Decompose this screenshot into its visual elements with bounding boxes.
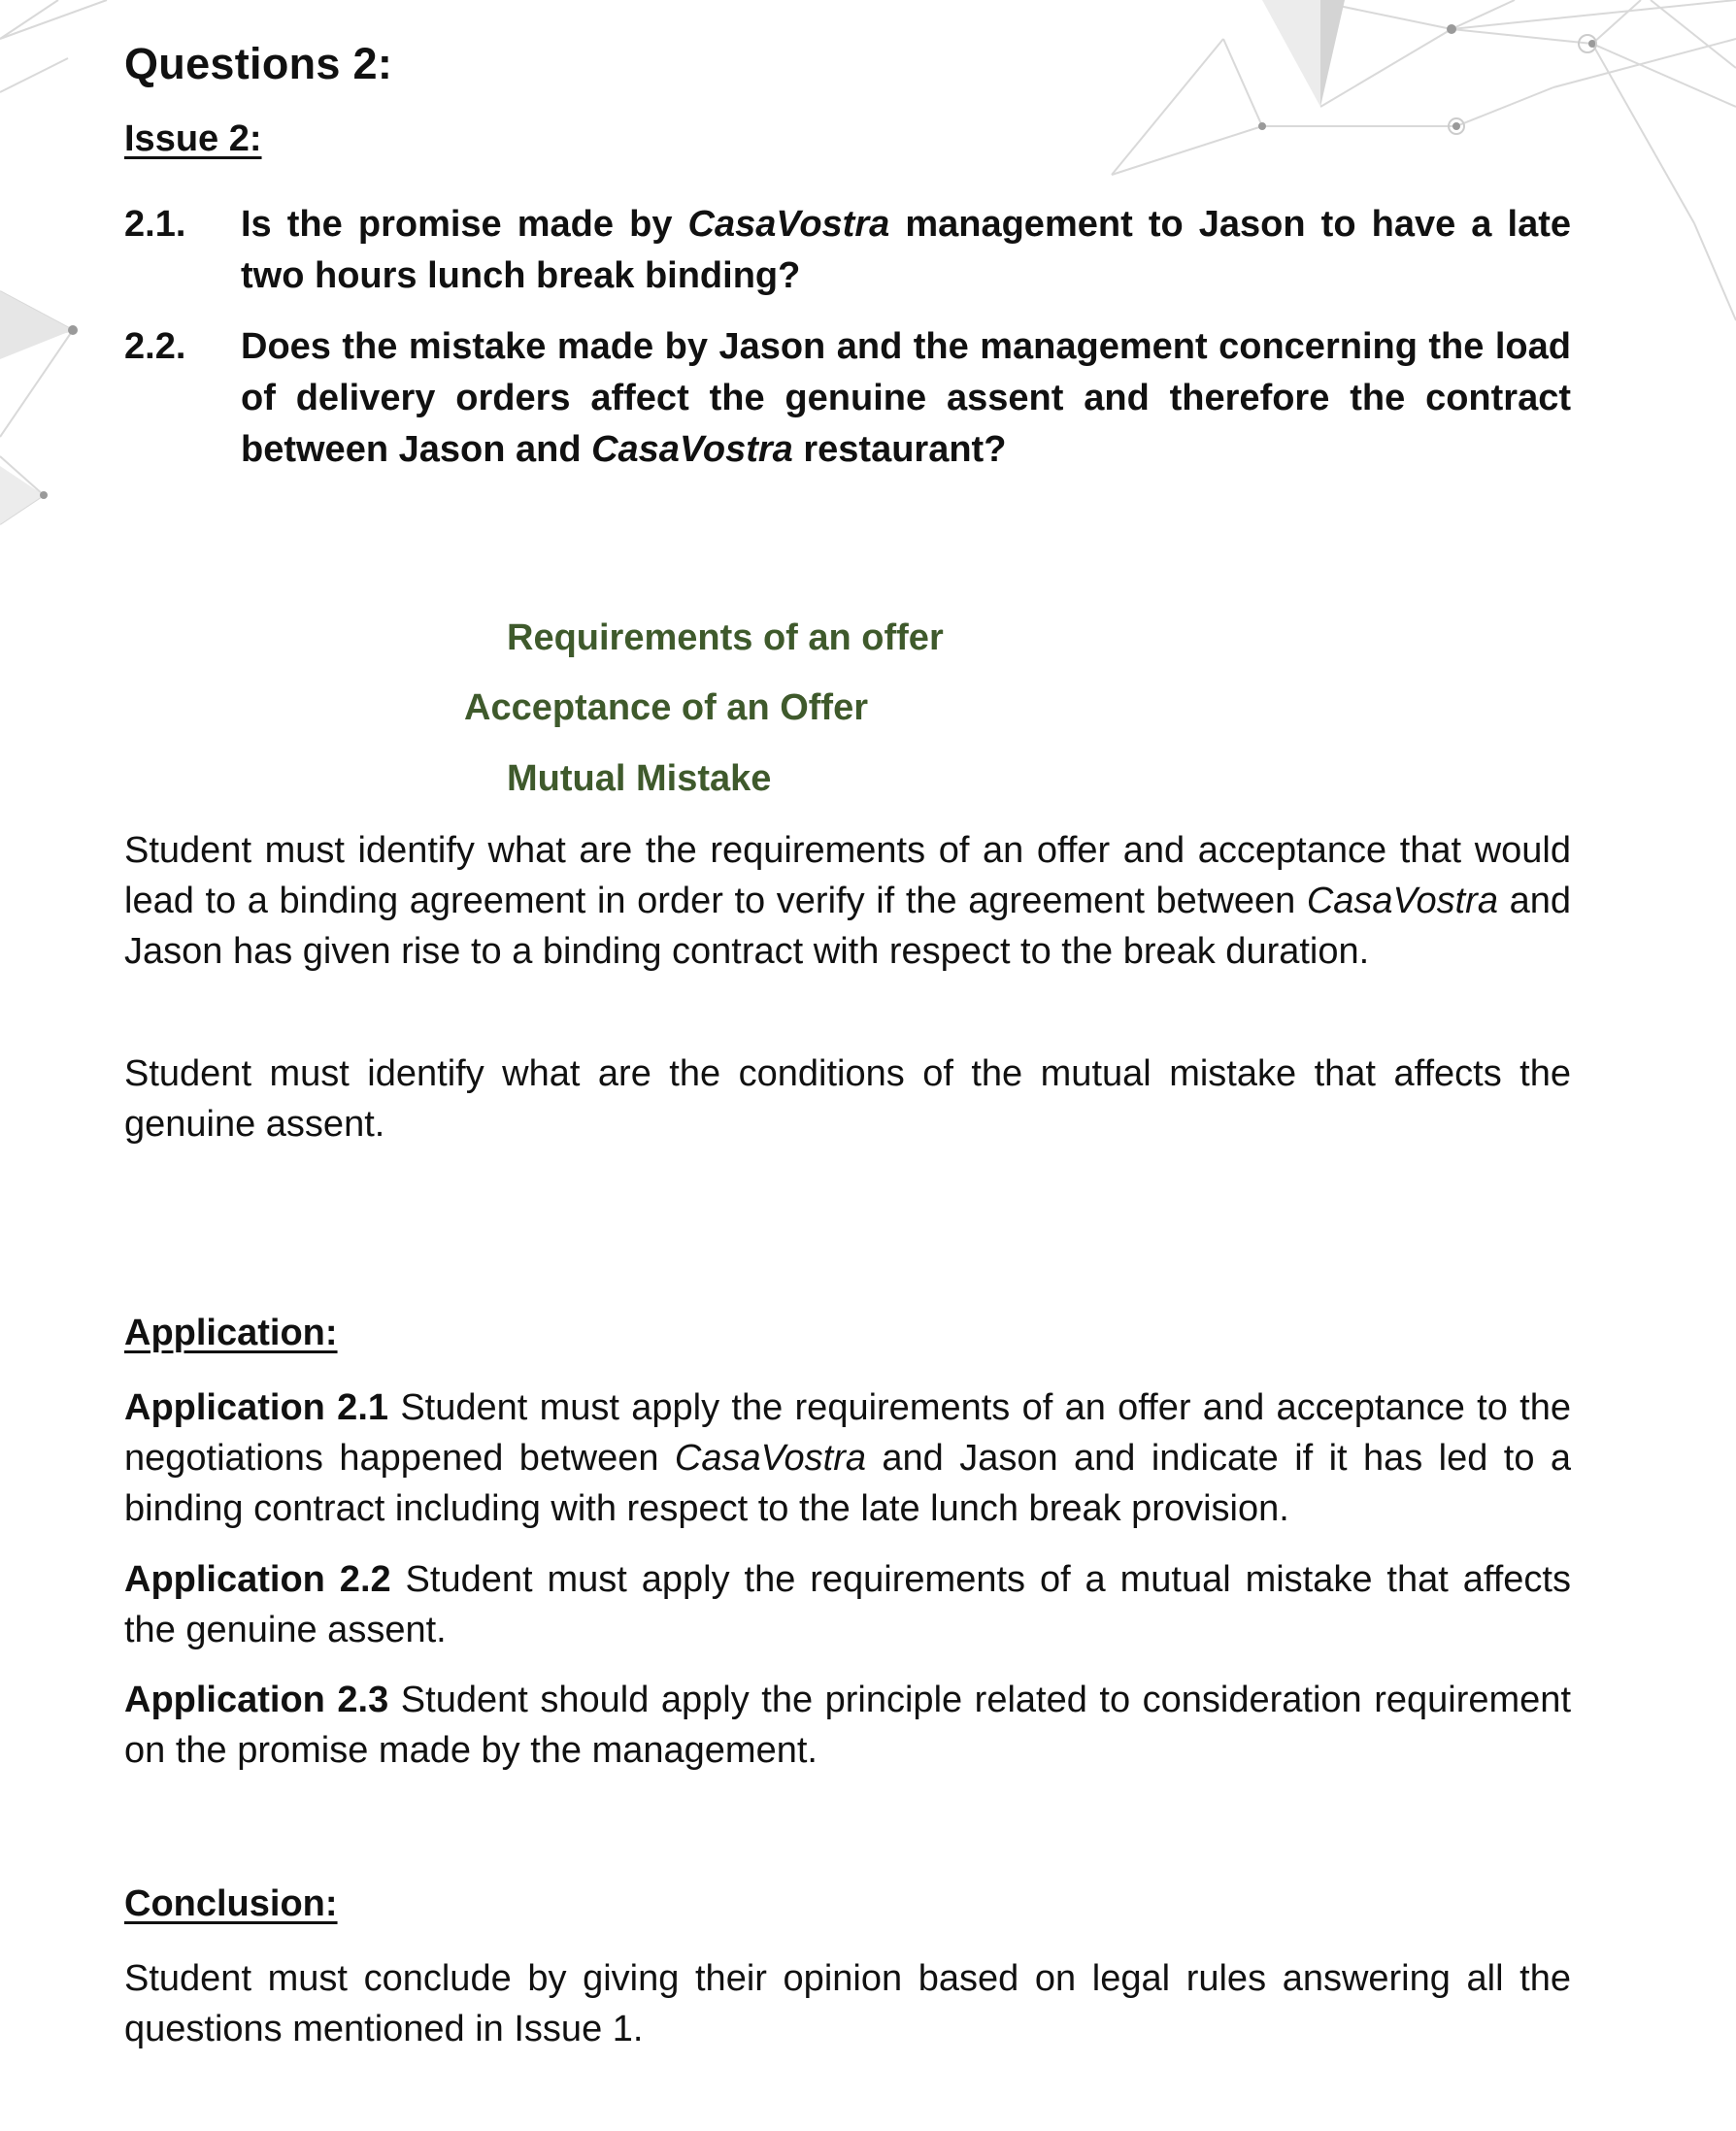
company-name: CasaVostra bbox=[591, 429, 793, 470]
question-number: 2.2. bbox=[124, 326, 186, 367]
question-item bbox=[124, 321, 1571, 476]
company-name: CasaVostra bbox=[687, 204, 890, 245]
question-text: Does the mistake made by Jason and the management concerning the load of delivery orders affect the genuine assent and therefore the contract between Jason and CasaVostra restaurant? bbox=[241, 326, 1571, 470]
topic-heading: Requirements of an offer bbox=[507, 617, 944, 658]
company-name: CasaVostra bbox=[1306, 881, 1498, 921]
page-title: Questions 2: bbox=[124, 39, 393, 88]
conclusion-heading: Conclusion: bbox=[124, 1883, 338, 1924]
topic-heading: Acceptance of an Offer bbox=[464, 687, 868, 728]
application-heading: Application: bbox=[124, 1313, 338, 1353]
application-label: Application 2.3 bbox=[124, 1680, 389, 1720]
topic-heading: Mutual Mistake bbox=[507, 758, 772, 799]
application-item: Application 2.2 Student must apply the requirements of a mutual mistake that affects the genuine assent. bbox=[124, 1559, 1571, 1650]
question-text: Is the promise made by CasaVostra management to Jason to have a late two hours lunch break binding? bbox=[241, 204, 1572, 296]
application-label: Application 2.2 bbox=[124, 1559, 391, 1600]
application-item: Application 2.3 Student should apply the principle related to consideration requirement on the promise made by the management. bbox=[124, 1680, 1571, 1771]
application-item: Application 2.1 Student must apply the requirements of an offer and acceptance to the negotiations happened between CasaVostra and Jason and indicate if it has led to a binding contract including with respect to the late lunch break provision. bbox=[124, 1387, 1572, 1529]
question-item bbox=[124, 199, 1571, 302]
rule-paragraph: Student must identify what are the conditions of the mutual mistake that affects the genuine assent. bbox=[124, 1053, 1571, 1145]
company-name: CasaVostra bbox=[674, 1438, 867, 1479]
issue-heading: Issue 2: bbox=[124, 118, 262, 159]
rule-paragraph: Student must identify what are the requirements of an offer and acceptance that would lead to a binding agreement in order to verify if the agreement between CasaVostra and Jason has given rise to a binding contract with respect to the break duration. bbox=[124, 830, 1571, 972]
application-label: Application 2.1 bbox=[124, 1387, 389, 1428]
conclusion-paragraph: Student must conclude by giving their opinion based on legal rules answering all the questions mentioned in Issue 1. bbox=[124, 1958, 1571, 2049]
question-number: 2.1. bbox=[124, 204, 186, 245]
